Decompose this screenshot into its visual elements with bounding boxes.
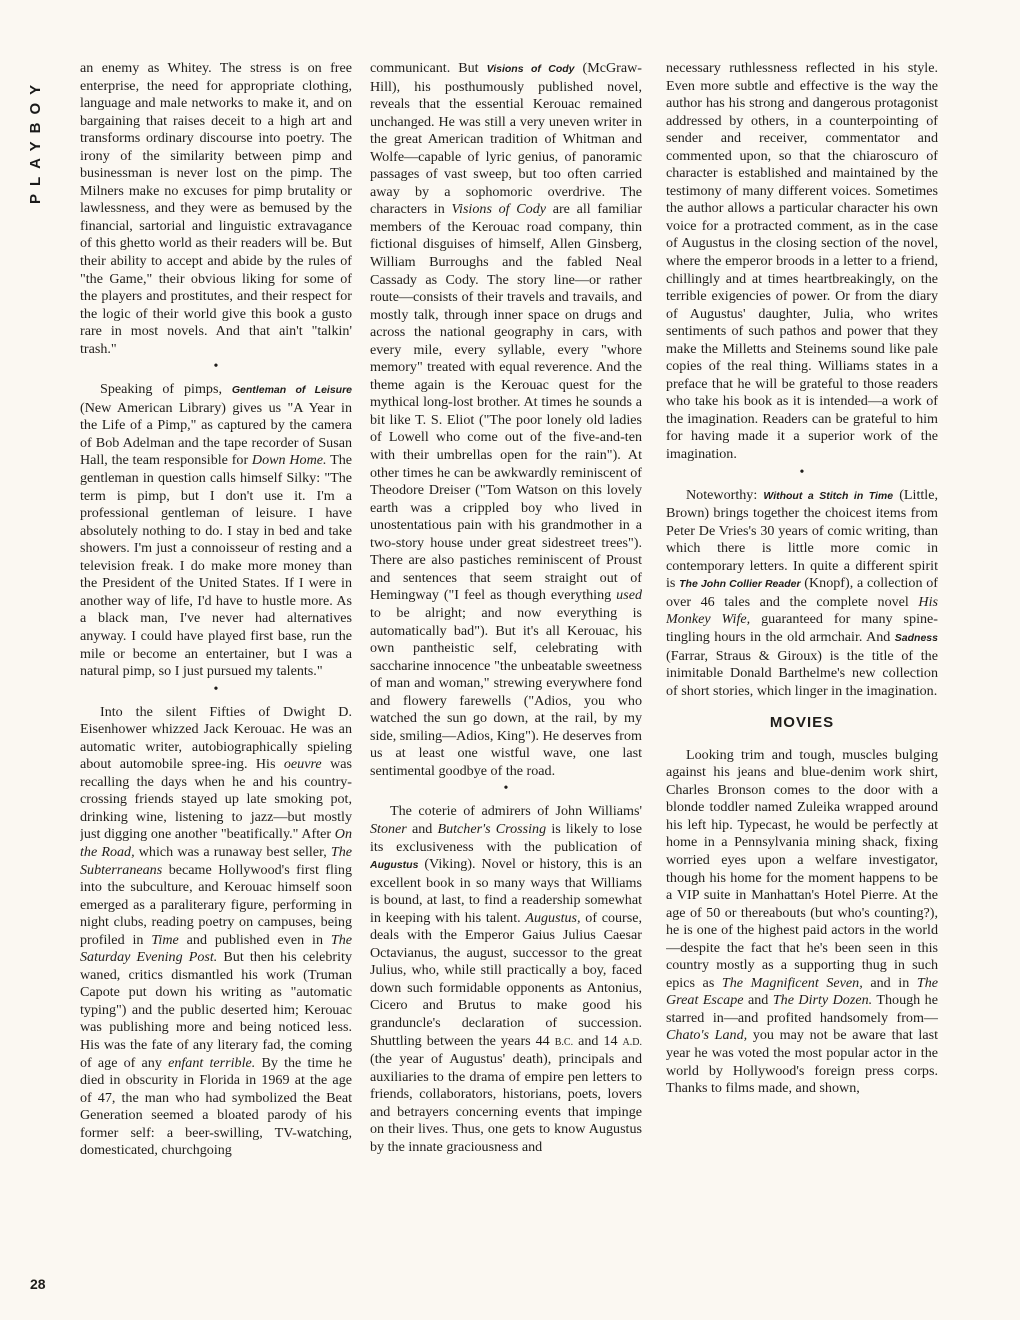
film-title: Chato's Land, bbox=[666, 1027, 748, 1044]
section-bullet: • bbox=[503, 781, 509, 797]
book-title: The John Collier Reader bbox=[679, 578, 801, 591]
paragraph: Noteworthy: Without a Stitch in Time (Little, Brown) brings together the choicest items from Peter De Vries's 30 years of comic writing, than which there is little more comic in contemporary letters. In quite a different spirit is The John Collier Reader (Knopf), a collection of over 46 tales and the complete novel His Monkey Wife, guaranteed for many spine-tingling hours in the old armchair. And Sadness (Farrar, Straus & Giroux) is the title of the inimitable Donald Barthelme's new collection of short stories, which linger in the imagination. bbox=[666, 486, 938, 699]
magazine-masthead: PLAYBOY bbox=[27, 76, 44, 204]
book-title: Augustus bbox=[370, 859, 419, 872]
book-title: Visions of Cody bbox=[486, 63, 575, 75]
column-2 bbox=[370, 60, 642, 1285]
section-bullet: • bbox=[213, 359, 219, 375]
film-title: The Magnificent Seven, bbox=[721, 974, 863, 991]
film-title: The Dirty Dozen. bbox=[772, 992, 873, 1009]
book-title: Without a Stitch in Time bbox=[763, 489, 894, 502]
book-title: Stoner bbox=[370, 820, 407, 837]
magazine-title: Time bbox=[151, 931, 179, 948]
paragraph: Into the silent Fifties of Dwight D. Eisenhower whizzed Jack Kerouac. He was an automatic writer, autobiographically spieling about automobile spree-ing. His oeuvre was recalling the days when he and his country-crossing friends stayed up late smoking pot, drinking wine, listening to jazz—but mostly just digging one another "beatifically." After On the Road, which was a runaway best seller, The Subterraneans became Hollywood's first fling into the subculture, and Kerouac himself soon emerged as a paraliterary figure, performing in night clubs, reading poetry on campuses, being profiled in Time and published even in The Saturday Evening Post. But then his celebrity waned, critics dismantled his work (Truman Capote put down his writing as "automatic typing") and the public deserted him; Kerouac was publishing more and being noticed less. His was the fate of any literary fad, the coming of age of any enfant terrible. By the time he died in obscurity in Florida in 1969 at the age of 47, the man who had symbolized the Beat Generation seemed a bloated parody of his former self: a beer-swilling, TV-watching, domesticated, churchgoing bbox=[80, 703, 352, 1159]
paragraph: Speaking of pimps, Gentleman of Leisure (New American Library) gives us "A Year in the Life of a Pimp," as captured by the camera of Bob Adelman and the tape recorder of Susan Hall, the team responsible for Down Home. The gentleman in question calls himself Silky: "The term is pimp, but I don't use it. I'm a professional gentleman of leisure. I have absolutely nothing to do. I stay in bed and take showers. I'm just a connoisseur of resting and a television freak. I do make more money than the President of the United States. If I were in another way of life, I'd have to hustle more. As a black man, I've never had alternatives anyway. I could have played first base, run the mile or become an entertainer, but I was a natural pimp, so I just pursued my talents." bbox=[80, 381, 352, 680]
paragraph: necessary ruthlessness reflected in his style. Even more subtle and effective is the way the author has his strong and dangerous protagonist addressed by others, in a counterpointing of sender and receiver, commentator and commented upon, so that the chiaroscuro of character is established and maintained by the testimony of many different voices. Sometimes the author allows a particular character his own voice for a protracted comment, as in the case of Augustus in the closing section of the novel, where the emperor broods in a letter to a friend, chillingly and at times heartbreakingly, on the terrible exigencies of power. Or from the diary of Augustus' daughter, Julia, who writes sentiments of such pathos and power that they make the Milletts and Steinems sound like pale copies of the real thing. Williams states in a preface that he will be grateful to those readers who take his book as it is intended—a work of the imagination. Readers can be grateful to him for having made it a superior work of the imagination. bbox=[666, 60, 938, 463]
paragraph: Looking trim and tough, muscles bulging against his jeans and blue-denim work shirt, Charles Bronson comes to the door with a blonde toddler named Zuleika wrapped around his left hip. Typecast, he would be perfectly at home in a Pennsylvania mining shack, fixing worried eyes upon a welfare investigator, though his home for the moment happens to be a VIP suite in Manhattan's Hotel Pierre. At the age of 50 or thereabouts (but who's counting?), he is one of the highest paid actors in the world—despite the fact that he's been seen in this country mostly as a supporting thug in such epics as The Magnificent Seven, and in The Great Escape and The Dirty Dozen. Though he starred in—and profited handsomely from—Chato's Land, you may not be aware that last year he was voted the most popular actor in the world by Hollywood's foreign press corps. Thanks to films made, and shown, bbox=[666, 746, 938, 1097]
book-title: The Subterraneans bbox=[80, 843, 352, 878]
book-title: Down Home. bbox=[251, 452, 327, 469]
book-title: Butcher's Crossing bbox=[437, 820, 547, 837]
section-heading-movies: MOVIES bbox=[769, 714, 835, 732]
section-bullet: • bbox=[799, 464, 805, 480]
book-title: On the Road, bbox=[80, 826, 352, 860]
section-bullet: • bbox=[213, 681, 219, 697]
paragraph: The coterie of admirers of John Williams' Stoner and Butcher's Crossing is likely to lose its exclusiveness with the publication of Augustus (Viking). Novel or history, this is an excellent book in so many ways that Williams is bound, at last, to find a readership somewhat in keeping with his talent. Augustus, of course, deals with the Emperor Gaius Julius Caesar Octavianus, the august, successor to the great Julius, who, while still practically a boy, faced down such formidable opponents as Antonius, Cicero and Brutus to make good his granduncle's declaration of succession. Shuttling between the years 44 B.C. and 14 A.D. (the year of Augustus' death), principals and auxiliaries to the drama of empire pen letters to friends, collaborators, historians, poets, lovers and betrayers concerning events that impinge on their lives. Thus, one gets to know Augustus by the innate graciousness and bbox=[370, 803, 642, 1155]
paragraph: communicant. But Visions of Cody (McGraw-Hill), his posthumously published novel, reveals that the essential Kerouac remained unchanged. He was still a very uneven writer in the great American tradition of Whitman and Wolfe—capable of lyric genius, of panoramic passages of vast sweep, but too often carried away by a sophomoric overdrive. The characters in Visions of Cody are all familiar members of the Kerouac road company, thin fictional disguises of himself, Allen Ginsberg, William Burroughs and the fabled Neal Cassady as Cody. The story line—or rather route—consists of their travels and travails, and mostly talk, through inner space on drugs and across the national geography in cars, with every mile, every syllable, every "whore memory" treated with equal reverence. And the theme again is the Kerouac quest for the mythical long-lost brother. At times he sounds a bit like T. S. Eliot ("The poor lonely old ladies of Lowell who come out of the five-and-ten with their umbrellas open for the rain"). At other times he can be awkwardly reminiscent of Theodore Dreiser ("Tom Watson on this lovely earth was a crippled boy who lived in unostentatious pain with his grandmother in a two-story house under great sidestreet trees"). There are also pastiches reminiscent of Proust and sentences that seem straight out of Hemingway ("I feel as though everything used to be alright; and now everything is automatically bad"). But it's all Kerouac, his own pantheistic self, celebrating with saccharine innocence "the unbeatable sweetness of man and woman," strewing everywhere fond and flowery farewells ("Adios, you who watched the sun go down, at the rail, by my side, smiling—Adios, King"). He deserves from us at least one wistful wave, one last sentimental goodbye of the road. bbox=[370, 60, 642, 779]
book-title: Sadness bbox=[894, 631, 938, 644]
book-title: Visions of Cody bbox=[451, 201, 547, 218]
magazine-title: The Saturday Evening Post. bbox=[80, 931, 352, 966]
paragraph: an enemy as Whitey. The stress is on free enterprise, the need for appropriate clothing, language and male networks to make it, and on bargaining that raises deceit to a high art and transforms ordinary discourse into poetry. The irony of the similarity between pimp and businessman is never lost on the pimp. The Milners make no excuses for pimp brutality or lawlessness, and they were as bemused by the financial, sartorial and linguistic extravagance of this ghetto world as their readers will be. But their ability to accept and abide by the rules of "the Game," their obvious liking for some of the players and prostitutes, and their respect for the logic of their world give this book a gusto rare in most novels. And that ain't "talkin' trash." bbox=[80, 60, 352, 357]
book-title: His Monkey Wife, bbox=[666, 593, 938, 628]
column-3 bbox=[666, 60, 938, 1285]
page-number: 28 bbox=[30, 1276, 46, 1292]
book-title: Augustus, bbox=[525, 909, 581, 926]
film-title: The Great Escape bbox=[666, 974, 938, 1009]
book-title: Gentleman of Leisure bbox=[231, 384, 352, 397]
column-1 bbox=[80, 60, 352, 1285]
